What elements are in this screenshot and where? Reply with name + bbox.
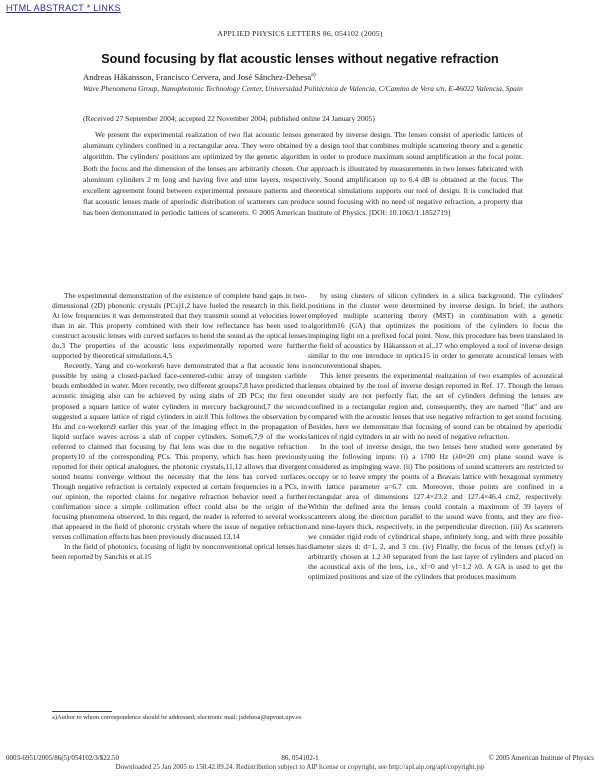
- footnote-divider: [52, 711, 112, 712]
- paper-title: Sound focusing by flat acoustic lenses without negative refraction: [101, 52, 499, 66]
- paragraph: Recently, Yang and co-workers6 have demonstrated that a flat acoustic lens is possible by using a closed-packed face-centered-cubic array of tungsten carbide beads embedded in water. More recently, two different groups7,8 have predicted that acoustic imaging also can be achieved by using slabs of 2D PCs; the first one proposed a square lattice of water cylinders in mercury background,7 the second suggested a square lattice of rigid cylinders in air.8 This follows the observation by Hu and co-workers9 earlier this year of the imaging effect in the propagation of liquid surface waves across a slab of copper cylinders. Some6,7,9 of the works referred to claimed that focusing by flat lens was due to the negative refraction property10 of the corresponding PCs. This property, which has been previously reported for their optical analogues, the photonic crystals,11,12 allows that divergent sound beams converge without the necessity that the lens has curved surfaces. Though negative refraction is certainly expected at certain frequencies in a PCs, in our opinion, the reported claims for negative refraction behavior need a further confirmation since a simple collimation effect could also be the origin of the focusing phenomena observed. In this regard, the reader is referred to several works that appeared in the field of photonic crystals where the issue of negative refraction versus collimation effects has been previously discussed.13,14: [52, 361, 307, 542]
- top-nav-links[interactable]: HTML ABSTRACT * LINKS: [6, 3, 121, 13]
- footer-copyright: © 2005 American Institute of Physics: [488, 754, 594, 762]
- abstract: We present the experimental realization of two flat acoustic lenses generated by inverse design. The lenses consist of aperiodic lattices of aluminum cylinders confined in a rectangular area. They were obtained by a design tool that combines multiple scattering theory and a genetic algorithm. The cylinders' positions are optimized by the genetic algorithm in order to produce maximum sound amplification at the focal point. Both the focus and the dimension of the lenses are arbitrarily chosen. Our approach is illustrated by measurements in two lenses fabricated with aluminum cylinders 2 m long and having five and nine layers, respectively. Sound amplification up to 6.4 dB is obtained at the focus. The excellent agreement found between experimental pressure patterns and theoretical simulations supports our tool of design. It is concluded that flat acoustic lenses made of aperiodic distribution of scatterers can produce sound focusing with no need of negative refraction, a property that has been demonstrated in periodic lattices of scatterers. © 2005 American Institute of Physics. [DOI: 10.1063/1.1852719]: [83, 130, 523, 218]
- author-footnote-mark: a): [311, 72, 316, 79]
- author-list: [83, 72, 316, 82]
- paragraph: This letter presents the experimental realization of two examples of acoustical lenses obtained by the tool of inverse design reported in Ref. 17. Though the lenses under study are not perfectly flat, the set of cylinders defining the lenses are confined in a rectangular region and, consequently, they are named "flat" and are compared with the acoustic lenses that use negative refraction to get sound focusing. Besides, here we demonstrate that focusing of sound can be obtained by aperiodic lattices of rigid cylinders in air with no need of negative refraction.: [308, 371, 563, 441]
- journal-header: APPLIED PHYSICS LETTERS 86, 054102 (2005): [217, 29, 383, 38]
- download-notice: Downloaded 25 Jan 2005 to 158.42.89.24. Redistribution subject to AIP license or copyright, see http://apl.aip.org/apl/copyright.jsp: [115, 763, 485, 771]
- footnote: a)Author to whom correspondence should be addressed; electronic mail: jsdehesa@upvnet.upv.es: [52, 714, 302, 721]
- paragraph: by using clusters of silicon cylinders in a silica background. The cylinders' positions in the cluster were determined by inverse design. In brief, the authors employed multiple scattering theory (MST) in combination with a genetic algorithm16 (GA) that optimizes the positions of the cylinders to focus the impinging light on a prefixed focal point. Now, this procedure has been translated in the field of acoustics by Håkansson et al.,17 who employed a tool of inverse design similar to the one introduce in optics15 in order to generate acoustical lenses with nonconventional shapes.: [308, 291, 563, 371]
- paragraph: In the tool of inverse design, the two lenses here studied were generated by using the following inputs: (i) a 1700 Hz (λ0≈20 cm) plane sound wave is considered as impinging wave. (ii) The positions of sound scatterers are restricted to occupy or to leave empty the points of a Bravais lattice with hexagonal symmetry with lattice parameter a=6.7 cm. Moreover, those points are confined in a rectangular area of dimensions 127.4×23.2 and 127.4×46.4 cm2, respectively. Within the defined area the lenses could contain a maximum of 39 layers of scatterers along the direction parallel to the sound wave fronts, and they are five- and nine-layers thick, respectively, in the perpendicular direction. (iii) As scatterers we consider rigid rods of cylindrical shape, infinitely long, and with three possible diameter sizes d; d=1, 2, and 3 cm. (iv) Finally, the focus of the lenses (xf,yf) is arbitrarily chosen at 1.2 λ0 separated from the last layer of cylinders and placed on the acoustical axis of the lens, i.e., xf=0 and yf=1.2 λ0. A GA is used to get the optimized positions and size of the cylinders that produces maximum: [308, 441, 563, 582]
- footer-page-number: 86, 054102-1: [281, 754, 319, 762]
- paragraph: In the field of photonics, focusing of light by nonconventional optical lenses has been reported by Sanchis et al.15: [52, 542, 307, 562]
- authors-text: Andreas Håkansson, Francisco Cervera, and José Sánchez-Dehesa: [83, 72, 312, 82]
- body-column-left: [52, 291, 307, 562]
- body-column-right: [308, 291, 563, 582]
- footer-issn: 0003-6951/2005/86(5)/054102/3/$22.50: [6, 754, 119, 762]
- paragraph: The experimental demonstration of the existence of complete band gaps in two-dimensional (2D) phononic crystals (PCs)1,2 have fueled the research in this field. At low frequencies it was demonstrated that they transmit sound at velocities lower than in air. This property combined with their low reflectance has been used to construct acoustic lenses with curved surfaces to bend the sound as the optical lenses do.3 The properties of the acoustic lens experimentally reported were further supported by theoretical simulations.4,5: [52, 291, 307, 361]
- affiliation: Wave Phenomena Group, Nanophotonic Technology Center, Universidad Politécnica de Valencia, C/Camino de Vera s/n, E-46022 Valencia, Spain: [83, 84, 523, 93]
- received-dates: (Received 27 September 2004; accepted 22 November 2004; published online 24 January 2005): [83, 114, 375, 123]
